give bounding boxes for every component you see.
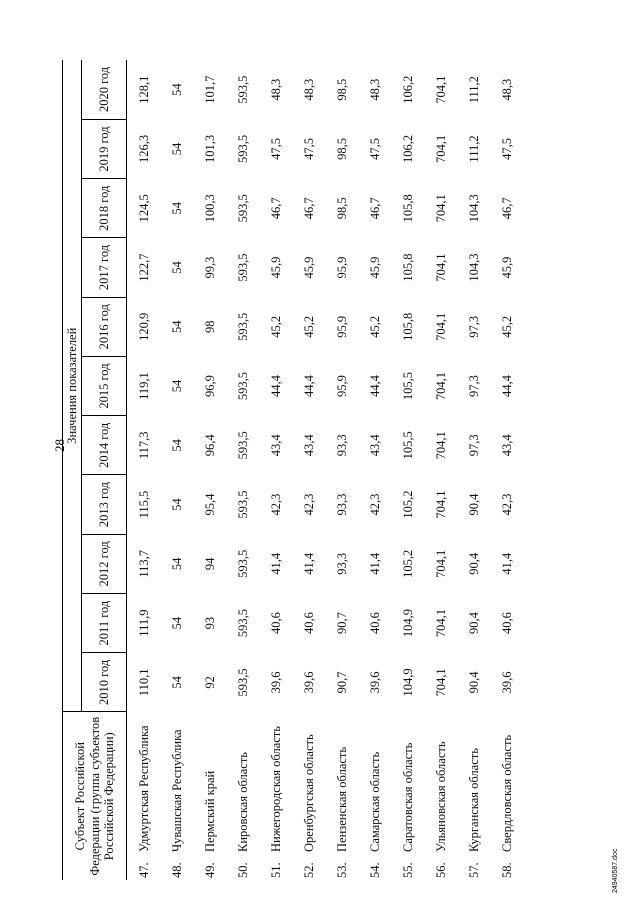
region-cell [391, 712, 424, 880]
region-name: Оренбургская область [301, 734, 316, 852]
value-cell: 704,1 [433, 194, 448, 223]
row-number: 57. [466, 862, 481, 878]
value-cell: 119,1 [136, 372, 151, 400]
year-column-header: 2020 год [82, 60, 127, 119]
value-cell: 40,6 [499, 612, 514, 635]
table-row [391, 60, 424, 880]
value-cell: 45,2 [499, 315, 514, 338]
value-cell: 46,7 [499, 197, 514, 220]
region-cell [424, 712, 457, 880]
value-cell: 704,1 [433, 134, 448, 164]
value-cell: 115,5 [136, 490, 151, 519]
value-cell: 104,3 [466, 194, 481, 223]
value-cell: 95,9 [334, 256, 349, 279]
value-cell: 47,5 [268, 138, 283, 160]
region-cell [358, 712, 391, 880]
page-number: 28 [52, 439, 67, 452]
value-cell: 90,4 [466, 552, 481, 575]
value-cell: 40,6 [301, 612, 316, 635]
value-cell: 43,4 [268, 434, 283, 457]
table-row [457, 60, 490, 880]
table-row [424, 60, 457, 880]
value-cell: 45,9 [268, 256, 283, 279]
value-cell: 90,4 [466, 493, 481, 516]
value-cell: 39,6 [499, 671, 514, 694]
value-cell: 105,5 [400, 431, 415, 460]
value-cell: 48,3 [301, 78, 316, 101]
value-cell: 97,3 [466, 375, 481, 397]
value-cell: 46,7 [367, 197, 382, 220]
year-column-header: 2012 год [82, 534, 127, 593]
region-cell [160, 712, 193, 880]
value-cell: 44,4 [301, 375, 316, 397]
header-row-group [63, 60, 82, 880]
value-cell: 90,4 [466, 671, 481, 694]
value-cell: 42,3 [367, 493, 382, 516]
value-cell: 42,3 [268, 493, 283, 516]
subject-column-header: Субъект Российской Федерации (группа субъектов Российской Федерации) [63, 712, 127, 880]
table-row [325, 60, 358, 880]
row-number: 53. [334, 862, 349, 878]
region-name: Саратовская область [400, 742, 415, 852]
value-cell: 41,4 [367, 552, 382, 575]
region-cell [259, 712, 292, 880]
value-cell: 128,1 [136, 75, 151, 104]
value-cell: 105,5 [400, 371, 415, 401]
year-column-header: 2016 год [82, 297, 127, 356]
value-cell: 593,5 [235, 312, 250, 341]
value-cell: 45,9 [499, 256, 514, 279]
value-cell: 101,3 [202, 134, 217, 164]
value-cell: 122,7 [136, 253, 151, 282]
table-row [193, 60, 226, 880]
value-cell: 120,9 [136, 312, 151, 341]
year-column-header: 2014 год [82, 416, 127, 475]
value-cell: 54 [169, 320, 184, 334]
value-cell: 54 [169, 498, 184, 511]
value-cell: 704,1 [433, 609, 448, 638]
value-cell: 54 [169, 379, 184, 393]
value-cell: 593,5 [235, 75, 250, 104]
document-code: 24940587.doc [612, 848, 619, 893]
value-cell: 104,9 [400, 609, 415, 638]
table-row [292, 60, 325, 880]
value-cell: 40,6 [268, 612, 283, 635]
region-cell [292, 712, 325, 880]
value-cell: 106,2 [400, 75, 415, 104]
value-cell: 46,7 [301, 197, 316, 220]
value-cell: 704,1 [433, 490, 448, 519]
indicator-table [62, 60, 523, 880]
region-name: Кировская область [235, 751, 250, 852]
value-cell: 104,3 [466, 253, 481, 282]
value-cell: 46,7 [268, 197, 283, 220]
region-name: Нижегородская область [268, 726, 283, 852]
region-name: Чувашская Республика [169, 729, 184, 852]
value-cell: 105,8 [400, 253, 415, 282]
row-number: 48. [169, 862, 184, 878]
value-cell: 40,6 [367, 612, 382, 635]
table-row [127, 60, 161, 880]
value-cell: 44,4 [367, 375, 382, 397]
value-cell: 97,3 [466, 434, 481, 457]
year-column-header: 2010 год [82, 653, 127, 712]
row-number: 52. [301, 862, 316, 878]
value-cell: 44,4 [268, 375, 283, 397]
value-cell: 39,6 [268, 671, 283, 694]
value-cell: 593,5 [235, 668, 250, 697]
value-cell: 100,3 [202, 194, 217, 223]
row-number: 51. [268, 862, 283, 878]
year-column-header: 2018 год [82, 179, 127, 238]
region-name: Ульяновская область [433, 741, 448, 852]
table-row [160, 60, 193, 880]
value-cell: 54 [169, 676, 184, 689]
region-name: Пермский край [202, 770, 217, 852]
year-column-header: 2013 год [82, 475, 127, 534]
value-cell: 110,1 [136, 668, 151, 697]
region-name: Удмуртская Республика [136, 725, 151, 852]
region-name: Самарская область [367, 751, 382, 852]
row-number: 54. [367, 862, 382, 878]
value-cell: 43,4 [499, 434, 514, 457]
value-cell: 47,5 [499, 138, 514, 160]
value-cell: 106,2 [400, 134, 415, 164]
value-cell: 105,2 [400, 549, 415, 578]
value-cell: 93 [202, 616, 217, 630]
value-cell: 48,3 [268, 78, 283, 101]
value-cell: 45,2 [268, 315, 283, 338]
value-cell: 98,5 [334, 78, 349, 101]
value-cell: 704,1 [433, 668, 448, 697]
value-cell: 98,5 [334, 138, 349, 160]
row-number: 47. [136, 862, 151, 878]
value-cell: 45,2 [367, 315, 382, 338]
value-cell: 111,2 [466, 76, 481, 104]
table-row [226, 60, 259, 880]
value-cell: 39,6 [301, 671, 316, 694]
value-cell: 54 [169, 83, 184, 96]
rotated-page [62, 60, 558, 880]
region-cell [457, 712, 490, 880]
value-cell: 105,8 [400, 194, 415, 223]
value-cell: 104,9 [400, 668, 415, 697]
value-cell: 39,6 [367, 671, 382, 694]
value-cell: 593,5 [235, 431, 250, 460]
region-cell [490, 712, 523, 880]
row-number: 58. [499, 862, 514, 878]
value-cell: 593,5 [235, 371, 250, 401]
value-cell: 94 [202, 557, 217, 571]
value-cell: 54 [169, 142, 184, 156]
value-cell: 43,4 [301, 434, 316, 457]
year-column-header: 2019 год [82, 119, 127, 178]
value-cell: 48,3 [499, 78, 514, 101]
value-cell: 593,5 [235, 490, 250, 519]
value-cell: 95,9 [334, 315, 349, 338]
value-cell: 90,7 [334, 612, 349, 635]
value-cell: 111,2 [466, 135, 481, 163]
value-cell: 98 [202, 320, 217, 334]
table-row [358, 60, 391, 880]
region-cell [226, 712, 259, 880]
value-cell: 54 [169, 439, 184, 452]
value-cell: 93,3 [334, 434, 349, 457]
value-cell: 704,1 [433, 253, 448, 282]
value-cell: 95,4 [202, 493, 217, 516]
value-cell: 593,5 [235, 253, 250, 282]
value-cell: 99,3 [202, 256, 217, 279]
value-cell: 90,7 [334, 671, 349, 694]
value-cell: 93,3 [334, 493, 349, 516]
value-cell: 41,4 [268, 552, 283, 575]
value-cell: 47,5 [301, 138, 316, 160]
value-cell: 43,4 [367, 434, 382, 457]
value-cell: 593,5 [235, 194, 250, 223]
value-cell: 41,4 [499, 552, 514, 575]
value-cell: 95,9 [334, 375, 349, 397]
value-cell: 105,8 [400, 312, 415, 341]
value-cell: 42,3 [499, 493, 514, 516]
value-cell: 97,3 [466, 315, 481, 338]
value-cell: 54 [169, 202, 184, 215]
year-column-header: 2011 год [82, 593, 127, 652]
value-cell: 47,5 [367, 138, 382, 160]
value-cell: 48,3 [367, 78, 382, 101]
value-cell: 54 [169, 557, 184, 571]
region-name: Курганская область [466, 748, 481, 852]
value-cell: 41,4 [301, 552, 316, 575]
value-cell: 45,9 [367, 256, 382, 279]
value-cell: 54 [169, 616, 184, 630]
value-cell: 704,1 [433, 431, 448, 460]
region-cell [193, 712, 226, 880]
year-column-header: 2015 год [82, 356, 127, 415]
row-number: 50. [235, 862, 250, 878]
value-cell: 117,3 [136, 431, 151, 460]
row-number: 55. [400, 862, 415, 878]
year-column-header: 2017 год [82, 238, 127, 297]
value-cell: 704,1 [433, 549, 448, 578]
value-cell: 92 [202, 676, 217, 689]
value-cell: 593,5 [235, 134, 250, 164]
row-number: 56. [433, 862, 448, 878]
value-cell: 704,1 [433, 75, 448, 104]
value-cell: 93,3 [334, 552, 349, 575]
value-cell: 704,1 [433, 371, 448, 401]
region-cell [325, 712, 358, 880]
table-body [127, 60, 524, 880]
value-cell: 45,2 [301, 315, 316, 338]
value-cell: 98,5 [334, 197, 349, 220]
value-cell: 111,9 [136, 609, 151, 637]
value-cell: 42,3 [301, 493, 316, 516]
value-cell: 126,3 [136, 134, 151, 164]
value-cell: 96,9 [202, 375, 217, 397]
value-cell: 105,2 [400, 490, 415, 519]
value-cell: 593,5 [235, 549, 250, 578]
value-cell: 96,4 [202, 434, 217, 457]
value-cell: 101,7 [202, 75, 217, 104]
value-cell: 54 [169, 261, 184, 274]
value-cell: 45,9 [301, 256, 316, 279]
value-cell: 593,5 [235, 609, 250, 638]
indicator-values-header: Значения показателей [63, 60, 82, 712]
row-number: 49. [202, 862, 217, 878]
region-cell [127, 712, 161, 880]
value-cell: 704,1 [433, 312, 448, 341]
table-row [490, 60, 523, 880]
value-cell: 44,4 [499, 375, 514, 397]
value-cell: 124,5 [136, 194, 151, 223]
value-cell: 90,4 [466, 612, 481, 635]
region-name: Свердловская область [499, 734, 514, 852]
table-row [259, 60, 292, 880]
value-cell: 113,7 [136, 550, 151, 578]
region-name: Пензенская область [334, 746, 349, 852]
